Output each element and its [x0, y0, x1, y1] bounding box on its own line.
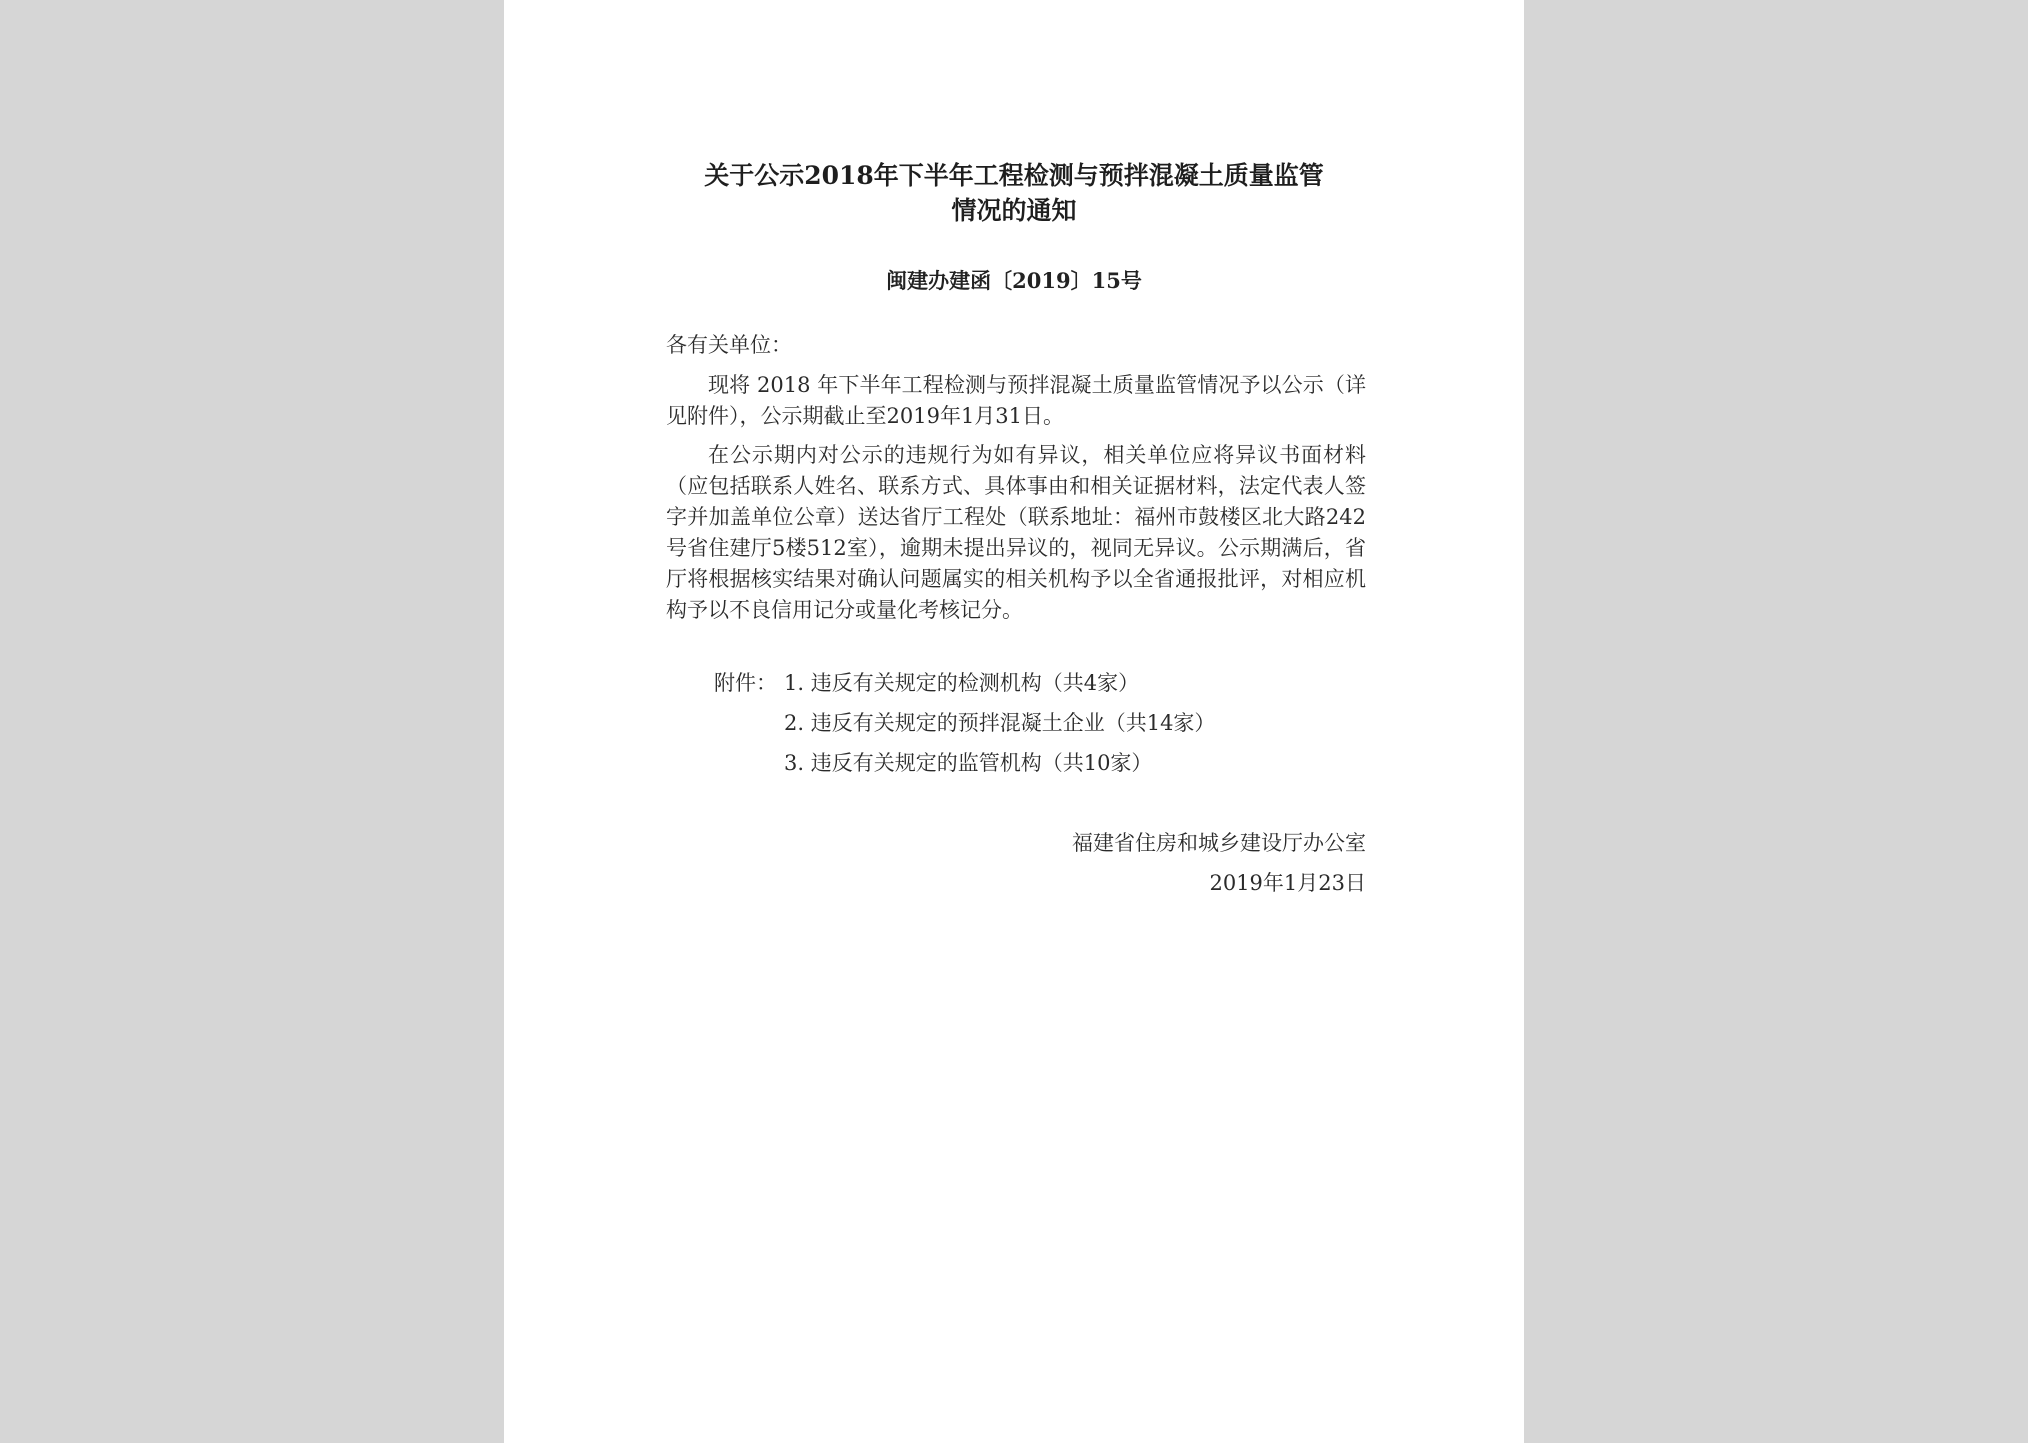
paragraph-text: 现将 2018 年下半年工程检测与预拌混凝土质量监管情况予以公示（详见附件），公示期截止至2019年1月31日。	[666, 373, 1366, 428]
attachment-item: 2. 违反有关规定的预拌混凝土企业（共14家）	[784, 711, 1216, 735]
document-page	[504, 0, 1524, 1443]
attachment-item: 3. 违反有关规定的监管机构（共10家）	[784, 751, 1153, 775]
signature-organization: 福建省住房和城乡建设厅办公室	[1072, 831, 1366, 855]
document-title	[664, 158, 1364, 228]
attachments-label: 附件：	[714, 671, 777, 695]
body-paragraph-1	[666, 370, 1366, 432]
salutation: 各有关单位：	[666, 333, 792, 357]
body-paragraph-2	[666, 440, 1366, 626]
document-title-line2: 情况的通知	[951, 196, 1077, 225]
signature-date: 2019年1月23日	[1209, 871, 1366, 895]
document-title-line1: 关于公示2018年下半年工程检测与预拌混凝土质量监管	[704, 161, 1324, 190]
document-number: 闽建办建函〔2019〕15号	[886, 268, 1142, 293]
paragraph-text: 在公示期内对公示的违规行为如有异议，相关单位应将异议书面材料（应包括联系人姓名、联系方式、具体事由和相关证据材料，法定代表人签字并加盖单位公章）送达省厅工程处（联系地址：福州市鼓楼区北大路242号省住建厅5楼512室），逾期未提出异议的，视同无异议。公示期满后，省厅将根据核实结果对确认问题属实的相关机构予以全省通报批评，对相应机构予以不良信用记分或量化考核记分。	[666, 443, 1366, 622]
attachment-item: 1. 违反有关规定的检测机构（共4家）	[784, 671, 1140, 695]
